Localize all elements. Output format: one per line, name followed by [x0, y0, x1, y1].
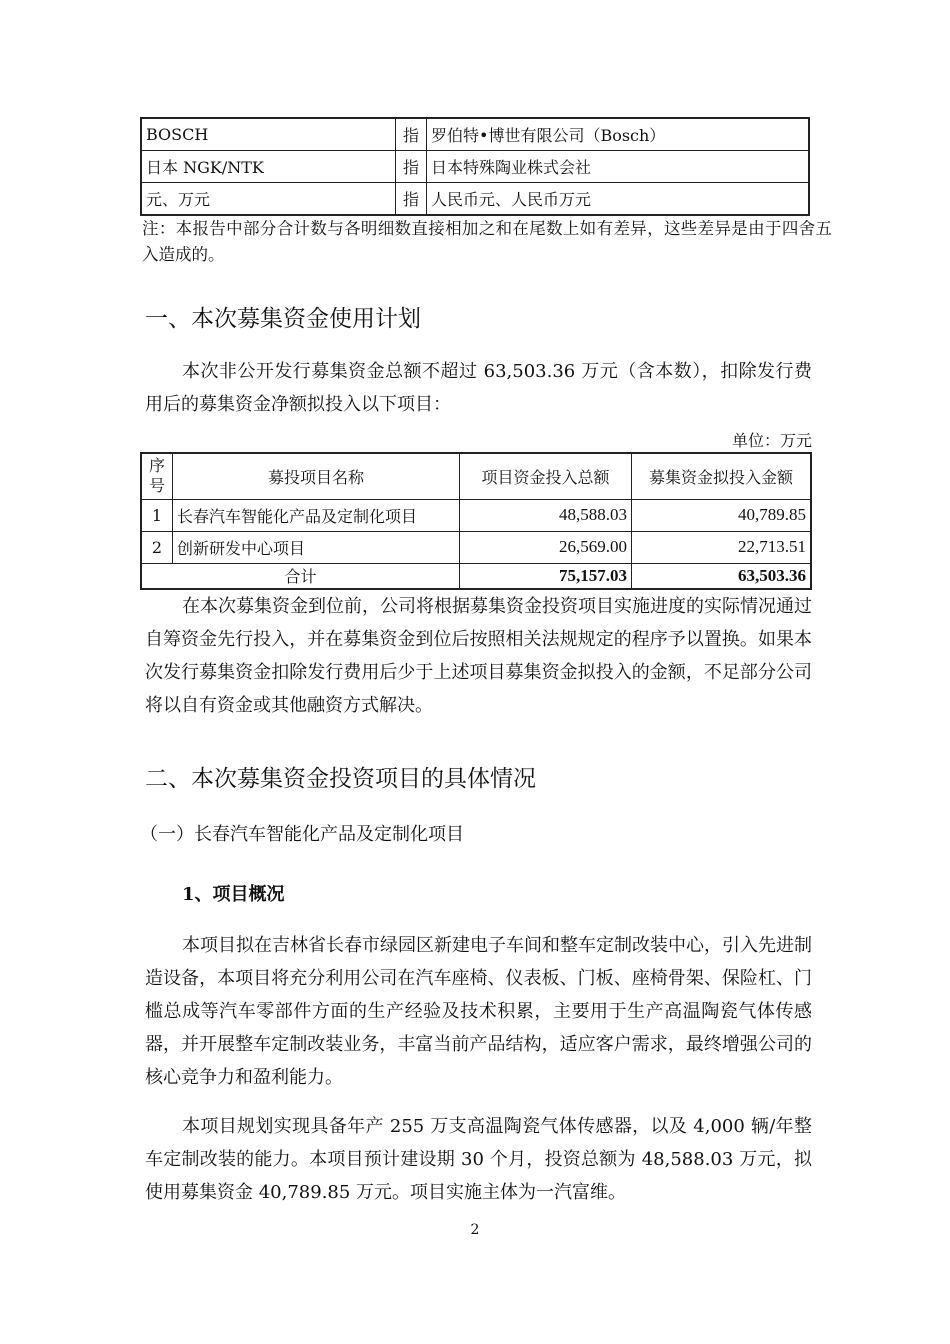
paragraph: 在本次募集资金到位前，公司将根据募集资金投资项目实施进度的实际情况通过自筹资金先行投入，并在募集资金到位后按照相关法规规定的程序予以置换。如果本次发行募集资金扣除发行费用后少于上述项目募集资金拟投入的金额，不足部分公司将以自有资金或其他融资方式解决。	[145, 596, 812, 716]
meaning: 罗伯特•博世有限公司（Bosch）	[427, 118, 810, 151]
cell: 63,503.36	[632, 563, 812, 589]
abbreviation-table	[140, 117, 810, 216]
cell: 合计	[141, 563, 460, 589]
term: 日本 NGK/NTK	[141, 151, 396, 183]
cell: 2	[141, 531, 173, 563]
cell: 26,569.00	[460, 531, 632, 563]
col-header: 项目资金投入总额	[460, 453, 632, 499]
cell: 创新研发中心项目	[173, 531, 460, 563]
ref: 指	[396, 118, 427, 151]
unit-label: 单位：万元	[731, 431, 812, 450]
table-header-row	[141, 453, 811, 499]
section-heading: 二、本次募集资金投资项目的具体情况	[145, 766, 536, 792]
meaning: 日本特殊陶业株式会社	[427, 151, 810, 183]
fund-usage-table	[140, 452, 812, 590]
cell: 40,789.85	[632, 499, 812, 531]
table-row	[141, 118, 809, 151]
cell: 1	[141, 499, 173, 531]
col-header: 募集资金拟投入金额	[632, 453, 812, 499]
table-row	[141, 151, 809, 183]
col-header: 募投项目名称	[173, 453, 460, 499]
table-row	[141, 183, 809, 216]
total-row	[141, 563, 811, 589]
col-header: 序号	[141, 453, 173, 499]
ref: 指	[396, 183, 427, 216]
ref: 指	[396, 151, 427, 183]
paragraph: 本项目拟在吉林省长春市绿园区新建电子车间和整车定制改装中心，引入先进制造设备，本项目将充分利用公司在汽车座椅、仪表板、门板、座椅骨架、保险杠、门槛总成等汽车零部件方面的生产经验及技术积累，主要用于生产高温陶瓷气体传感器，并开展整车定制改装业务，丰富当前产品结构，适应客户需求，最终增强公司的核心竞争力和盈利能力。	[145, 935, 812, 1088]
cell: 长春汽车智能化产品及定制化项目	[173, 499, 460, 531]
table-note: 注：本报告中部分合计数与各明细数直接相加之和在尾数上如有差异，这些差异是由于四舍五入造成的。	[142, 219, 832, 264]
sub-subsection-heading: 1、项目概况	[182, 884, 285, 905]
table-row	[141, 499, 811, 531]
paragraph: 本项目规划实现具备年产 255 万支高温陶瓷气体传感器，以及 4,000 辆/年整车定制改装的能力。本项目预计建设期 30 个月，投资总额为 48,588.03 万元，拟使用募集资金 40,789.85 万元。项目实施主体为一汽富维。	[145, 1116, 812, 1203]
cell: 22,713.51	[632, 531, 812, 563]
table-row	[141, 531, 811, 563]
section-heading: 一、本次募集资金使用计划	[145, 306, 421, 332]
cell: 75,157.03	[460, 563, 632, 589]
paragraph: 本次非公开发行募集资金总额不超过 63,503.36 万元（含本数），扣除发行费用后的募集资金净额拟投入以下项目：	[145, 361, 812, 415]
term: BOSCH	[141, 118, 396, 151]
subsection-heading: （一）长春汽车智能化产品及定制化项目	[140, 824, 464, 845]
page-number: 2	[470, 1222, 480, 1238]
term: 元、万元	[141, 183, 396, 216]
cell: 48,588.03	[460, 499, 632, 531]
meaning: 人民币元、人民币万元	[427, 183, 810, 216]
